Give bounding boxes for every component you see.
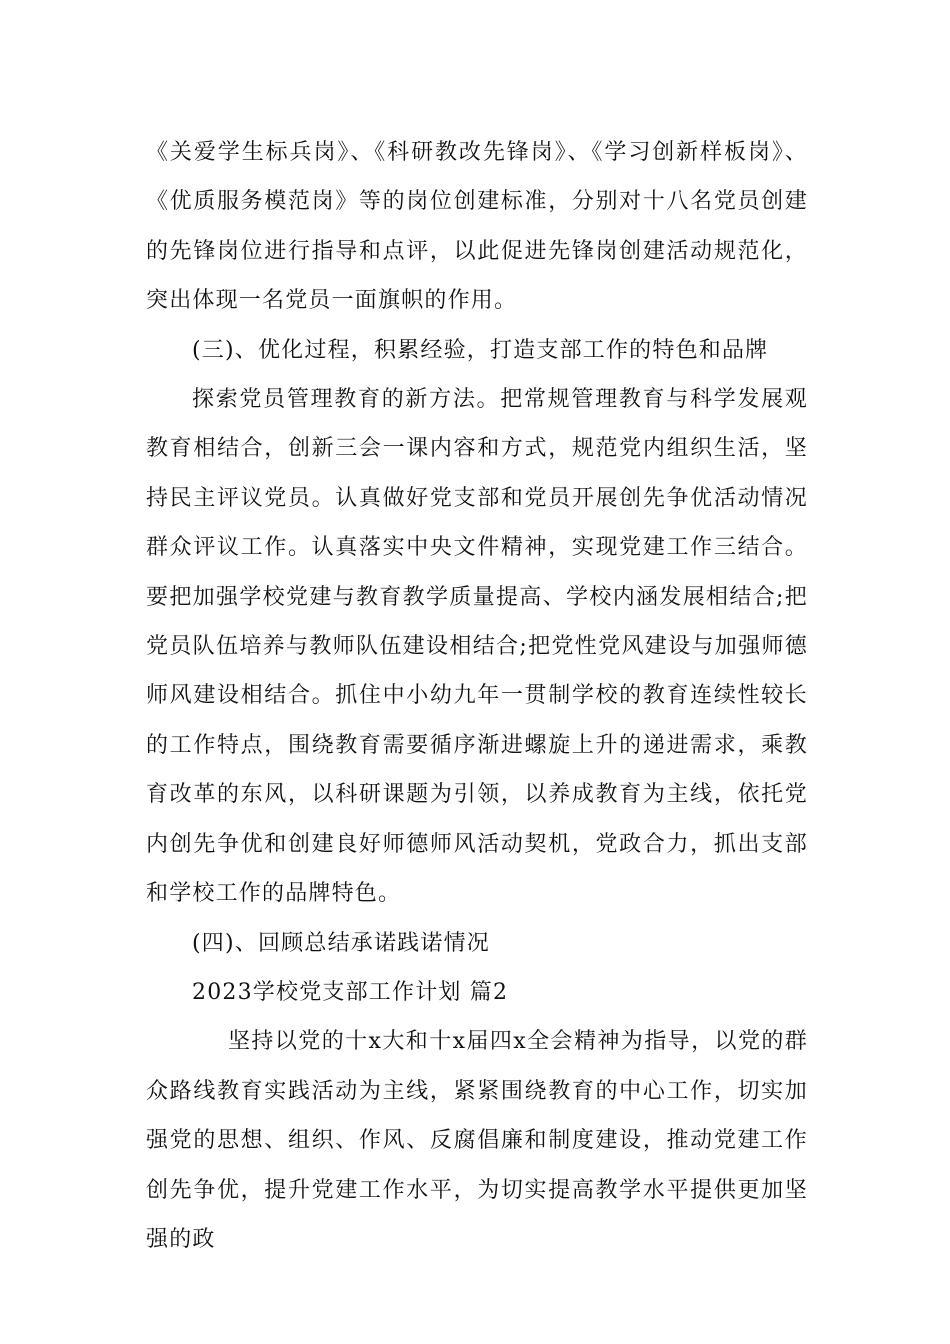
paragraph-education-methods: 探索党员管理教育的新方法。把常规管理教育与科学发展观教育相结合，创新三会一课内容和方式，规范党内组织生活，坚持民主评议党员。认真做好党支部和党员开展创先争优活动情况群众评议工作。认真落实中央文件精神，实现党建工作三结合。要把加强学校党建与教育教学质量提高、学校内涵发展相结合;把党员队伍培养与教师队伍建设相结合;把党性党风建设与加强师德师风建设相结合。抓住中小幼九年一贯制学校的教育连续性较长的工作特点，围绕教育需要循序渐进螺旋上升的递进需求，乘教育改革的东风，以科研课题为引领，以养成教育为主线，依托党内创先争优和创建良好师德师风活动契机，党政合力，抓出支部和学校工作的品牌特色。 xyxy=(146,387,808,907)
plan-title-part2: 2023学校党支部工作计划 篇2 xyxy=(192,979,509,1005)
document-body xyxy=(146,128,808,1264)
paragraph-guiding-principle: 坚持以党的十x大和十x届四x全会精神为指导，以党的群众路线教育实践活动为主线，紧紧围绕教育的中心工作，切实加强党的思想、组织、作风、反腐倡廉和制度建设，推动党建工作创先争优，提升党建工作水平，为切实提高教学水平提供更加坚强的政 xyxy=(146,1029,808,1252)
section-heading-4: (四)、回顾总结承诺践诺情况 xyxy=(192,930,490,956)
paragraph-standards: 《关爱学生标兵岗》、《科研教改先锋岗》、《学习创新样板岗》、《优质服务模范岗》等的岗位创建标准，分别对十八名党员创建的先锋岗位进行指导和点评，以此促进先锋岗创建活动规范化，突出体现一名党员一面旗帜的作用。 xyxy=(146,140,808,314)
section-heading-3: (三)、优化过程，积累经验，打造支部工作的特色和品牌 xyxy=(192,337,769,363)
